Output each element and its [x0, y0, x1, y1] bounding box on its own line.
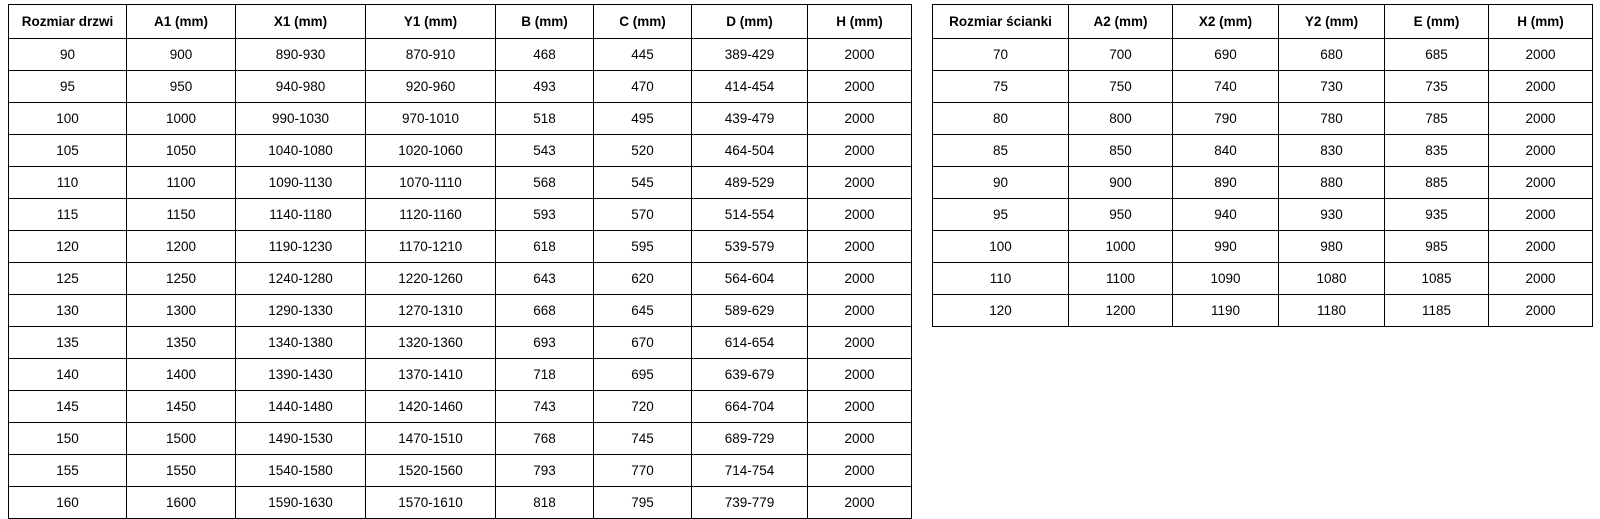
table-cell: 700 — [1069, 39, 1173, 71]
table-row — [933, 39, 1593, 71]
column-header: X2 (mm) — [1173, 5, 1279, 39]
table-cell: 950 — [1069, 199, 1173, 231]
table-cell: 1100 — [127, 167, 236, 199]
table-cell: 2000 — [808, 71, 912, 103]
table-cell: 693 — [496, 327, 594, 359]
table-cell: 714-754 — [692, 455, 808, 487]
table-row — [9, 39, 912, 71]
table-row — [9, 423, 912, 455]
table-cell: 1120-1160 — [366, 199, 496, 231]
table-row — [933, 103, 1593, 135]
table-row — [9, 71, 912, 103]
table-cell: 493 — [496, 71, 594, 103]
table-cell: 770 — [594, 455, 692, 487]
table-cell: 739-779 — [692, 487, 808, 519]
table-cell: 1250 — [127, 263, 236, 295]
table-row — [9, 199, 912, 231]
table-cell: 1040-1080 — [236, 135, 366, 167]
table-cell: 840 — [1173, 135, 1279, 167]
table-cell: 105 — [9, 135, 127, 167]
table-row — [9, 135, 912, 167]
table-cell: 1020-1060 — [366, 135, 496, 167]
table-cell: 800 — [1069, 103, 1173, 135]
table-cell: 618 — [496, 231, 594, 263]
table-cell: 2000 — [1489, 103, 1593, 135]
table-cell: 110 — [933, 263, 1069, 295]
table-cell: 589-629 — [692, 295, 808, 327]
table-cell: 489-529 — [692, 167, 808, 199]
table-cell: 780 — [1279, 103, 1385, 135]
table-row — [9, 231, 912, 263]
table-cell: 414-454 — [692, 71, 808, 103]
table-row — [9, 295, 912, 327]
table-cell: 2000 — [1489, 231, 1593, 263]
table-cell: 1180 — [1279, 295, 1385, 327]
table-cell: 1400 — [127, 359, 236, 391]
table-row — [933, 199, 1593, 231]
table-cell: 2000 — [808, 391, 912, 423]
table-row — [9, 327, 912, 359]
doors-table-header — [9, 5, 912, 39]
table-cell: 2000 — [808, 231, 912, 263]
table-cell: 790 — [1173, 103, 1279, 135]
table-cell: 2000 — [1489, 199, 1593, 231]
table-row — [933, 231, 1593, 263]
table-cell: 890-930 — [236, 39, 366, 71]
table-row — [9, 359, 912, 391]
table-cell: 835 — [1385, 135, 1489, 167]
table-cell: 668 — [496, 295, 594, 327]
table-cell: 1100 — [1069, 263, 1173, 295]
doors-dimension-table — [8, 4, 912, 519]
table-cell: 930 — [1279, 199, 1385, 231]
table-cell: 2000 — [1489, 295, 1593, 327]
table-cell: 740 — [1173, 71, 1279, 103]
column-header: H (mm) — [1489, 5, 1593, 39]
table-cell: 1440-1480 — [236, 391, 366, 423]
table-cell: 2000 — [808, 103, 912, 135]
table-row — [933, 71, 1593, 103]
table-cell: 643 — [496, 263, 594, 295]
table-cell: 645 — [594, 295, 692, 327]
table-cell: 389-429 — [692, 39, 808, 71]
table-cell: 1590-1630 — [236, 487, 366, 519]
column-header: X1 (mm) — [236, 5, 366, 39]
table-cell: 990-1030 — [236, 103, 366, 135]
table-cell: 1390-1430 — [236, 359, 366, 391]
table-cell: 735 — [1385, 71, 1489, 103]
table-cell: 2000 — [1489, 167, 1593, 199]
table-cell: 850 — [1069, 135, 1173, 167]
column-header: Y1 (mm) — [366, 5, 496, 39]
table-cell: 1090 — [1173, 263, 1279, 295]
walls-dimension-table-container — [932, 4, 1593, 327]
table-cell: 885 — [1385, 167, 1489, 199]
table-cell: 2000 — [808, 423, 912, 455]
table-cell: 95 — [9, 71, 127, 103]
table-cell: 545 — [594, 167, 692, 199]
table-cell: 950 — [127, 71, 236, 103]
table-cell: 2000 — [808, 359, 912, 391]
table-cell: 130 — [9, 295, 127, 327]
table-row — [9, 487, 912, 519]
table-cell: 568 — [496, 167, 594, 199]
doors-dimension-table-container — [8, 4, 912, 519]
table-cell: 100 — [9, 103, 127, 135]
table-cell: 1185 — [1385, 295, 1489, 327]
table-cell: 145 — [9, 391, 127, 423]
table-cell: 1270-1310 — [366, 295, 496, 327]
table-cell: 940-980 — [236, 71, 366, 103]
table-cell: 2000 — [808, 39, 912, 71]
table-cell: 439-479 — [692, 103, 808, 135]
table-cell: 1000 — [127, 103, 236, 135]
table-cell: 160 — [9, 487, 127, 519]
table-cell: 685 — [1385, 39, 1489, 71]
table-cell: 1050 — [127, 135, 236, 167]
table-cell: 140 — [9, 359, 127, 391]
table-row — [9, 455, 912, 487]
table-cell: 1085 — [1385, 263, 1489, 295]
table-cell: 593 — [496, 199, 594, 231]
walls-dimension-table — [932, 4, 1593, 327]
table-cell: 980 — [1279, 231, 1385, 263]
column-header: A1 (mm) — [127, 5, 236, 39]
table-cell: 620 — [594, 263, 692, 295]
table-cell: 750 — [1069, 71, 1173, 103]
table-cell: 470 — [594, 71, 692, 103]
table-cell: 689-729 — [692, 423, 808, 455]
table-cell: 1070-1110 — [366, 167, 496, 199]
table-cell: 890 — [1173, 167, 1279, 199]
table-cell: 1090-1130 — [236, 167, 366, 199]
table-cell: 985 — [1385, 231, 1489, 263]
table-cell: 2000 — [808, 327, 912, 359]
column-header: Rozmiar ścianki — [933, 5, 1069, 39]
table-cell: 1170-1210 — [366, 231, 496, 263]
table-row — [933, 263, 1593, 295]
table-cell: 115 — [9, 199, 127, 231]
table-row — [9, 103, 912, 135]
table-cell: 730 — [1279, 71, 1385, 103]
table-cell: 518 — [496, 103, 594, 135]
table-cell: 743 — [496, 391, 594, 423]
table-cell: 95 — [933, 199, 1069, 231]
column-header: A2 (mm) — [1069, 5, 1173, 39]
table-cell: 670 — [594, 327, 692, 359]
table-cell: 150 — [9, 423, 127, 455]
table-header-row — [933, 5, 1593, 39]
table-cell: 793 — [496, 455, 594, 487]
table-cell: 125 — [9, 263, 127, 295]
table-cell: 539-579 — [692, 231, 808, 263]
table-row — [9, 391, 912, 423]
table-cell: 1350 — [127, 327, 236, 359]
table-cell: 695 — [594, 359, 692, 391]
table-cell: 514-554 — [692, 199, 808, 231]
table-cell: 940 — [1173, 199, 1279, 231]
table-cell: 135 — [9, 327, 127, 359]
table-cell: 935 — [1385, 199, 1489, 231]
table-cell: 155 — [9, 455, 127, 487]
table-cell: 1150 — [127, 199, 236, 231]
table-cell: 1450 — [127, 391, 236, 423]
walls-table-header — [933, 5, 1593, 39]
table-cell: 80 — [933, 103, 1069, 135]
table-cell: 2000 — [808, 455, 912, 487]
table-cell: 445 — [594, 39, 692, 71]
table-cell: 1220-1260 — [366, 263, 496, 295]
table-cell: 745 — [594, 423, 692, 455]
table-cell: 120 — [933, 295, 1069, 327]
table-cell: 900 — [127, 39, 236, 71]
table-cell: 900 — [1069, 167, 1173, 199]
table-cell: 990 — [1173, 231, 1279, 263]
table-cell: 468 — [496, 39, 594, 71]
table-cell: 1320-1360 — [366, 327, 496, 359]
table-cell: 1190-1230 — [236, 231, 366, 263]
table-cell: 1550 — [127, 455, 236, 487]
table-row — [9, 263, 912, 295]
table-cell: 2000 — [1489, 263, 1593, 295]
column-header: B (mm) — [496, 5, 594, 39]
table-cell: 639-679 — [692, 359, 808, 391]
table-cell: 595 — [594, 231, 692, 263]
table-cell: 680 — [1279, 39, 1385, 71]
table-cell: 543 — [496, 135, 594, 167]
table-cell: 570 — [594, 199, 692, 231]
table-cell: 2000 — [808, 295, 912, 327]
table-cell: 1470-1510 — [366, 423, 496, 455]
table-cell: 120 — [9, 231, 127, 263]
walls-table-body — [933, 39, 1593, 327]
table-cell: 1190 — [1173, 295, 1279, 327]
table-cell: 970-1010 — [366, 103, 496, 135]
table-cell: 718 — [496, 359, 594, 391]
table-cell: 1200 — [127, 231, 236, 263]
table-cell: 110 — [9, 167, 127, 199]
table-cell: 464-504 — [692, 135, 808, 167]
table-cell: 520 — [594, 135, 692, 167]
table-cell: 1420-1460 — [366, 391, 496, 423]
table-cell: 2000 — [808, 487, 912, 519]
table-cell: 768 — [496, 423, 594, 455]
table-cell: 690 — [1173, 39, 1279, 71]
table-cell: 75 — [933, 71, 1069, 103]
table-row — [9, 167, 912, 199]
table-cell: 1600 — [127, 487, 236, 519]
table-row — [933, 295, 1593, 327]
table-cell: 1520-1560 — [366, 455, 496, 487]
table-cell: 1080 — [1279, 263, 1385, 295]
column-header: Rozmiar drzwi — [9, 5, 127, 39]
table-cell: 1300 — [127, 295, 236, 327]
table-cell: 1570-1610 — [366, 487, 496, 519]
table-cell: 870-910 — [366, 39, 496, 71]
table-cell: 495 — [594, 103, 692, 135]
table-cell: 1540-1580 — [236, 455, 366, 487]
table-cell: 1200 — [1069, 295, 1173, 327]
table-cell: 1490-1530 — [236, 423, 366, 455]
table-row — [933, 135, 1593, 167]
table-cell: 2000 — [808, 135, 912, 167]
table-cell: 1140-1180 — [236, 199, 366, 231]
table-cell: 2000 — [808, 199, 912, 231]
table-cell: 1500 — [127, 423, 236, 455]
table-cell: 785 — [1385, 103, 1489, 135]
table-cell: 920-960 — [366, 71, 496, 103]
table-cell: 2000 — [808, 167, 912, 199]
table-cell: 795 — [594, 487, 692, 519]
table-cell: 664-704 — [692, 391, 808, 423]
table-cell: 1340-1380 — [236, 327, 366, 359]
table-cell: 880 — [1279, 167, 1385, 199]
table-cell: 818 — [496, 487, 594, 519]
column-header: C (mm) — [594, 5, 692, 39]
table-cell: 720 — [594, 391, 692, 423]
doors-table-body — [9, 39, 912, 519]
column-header: Y2 (mm) — [1279, 5, 1385, 39]
table-cell: 2000 — [1489, 135, 1593, 167]
column-header: H (mm) — [808, 5, 912, 39]
table-row — [933, 167, 1593, 199]
table-cell: 1240-1280 — [236, 263, 366, 295]
column-header: D (mm) — [692, 5, 808, 39]
table-cell: 564-604 — [692, 263, 808, 295]
table-cell: 830 — [1279, 135, 1385, 167]
table-cell: 1370-1410 — [366, 359, 496, 391]
table-cell: 90 — [9, 39, 127, 71]
table-cell: 2000 — [808, 263, 912, 295]
table-cell: 2000 — [1489, 39, 1593, 71]
table-cell: 2000 — [1489, 71, 1593, 103]
table-cell: 1290-1330 — [236, 295, 366, 327]
table-header-row — [9, 5, 912, 39]
column-header: E (mm) — [1385, 5, 1489, 39]
table-cell: 100 — [933, 231, 1069, 263]
table-cell: 85 — [933, 135, 1069, 167]
table-cell: 70 — [933, 39, 1069, 71]
table-cell: 614-654 — [692, 327, 808, 359]
table-cell: 90 — [933, 167, 1069, 199]
table-cell: 1000 — [1069, 231, 1173, 263]
